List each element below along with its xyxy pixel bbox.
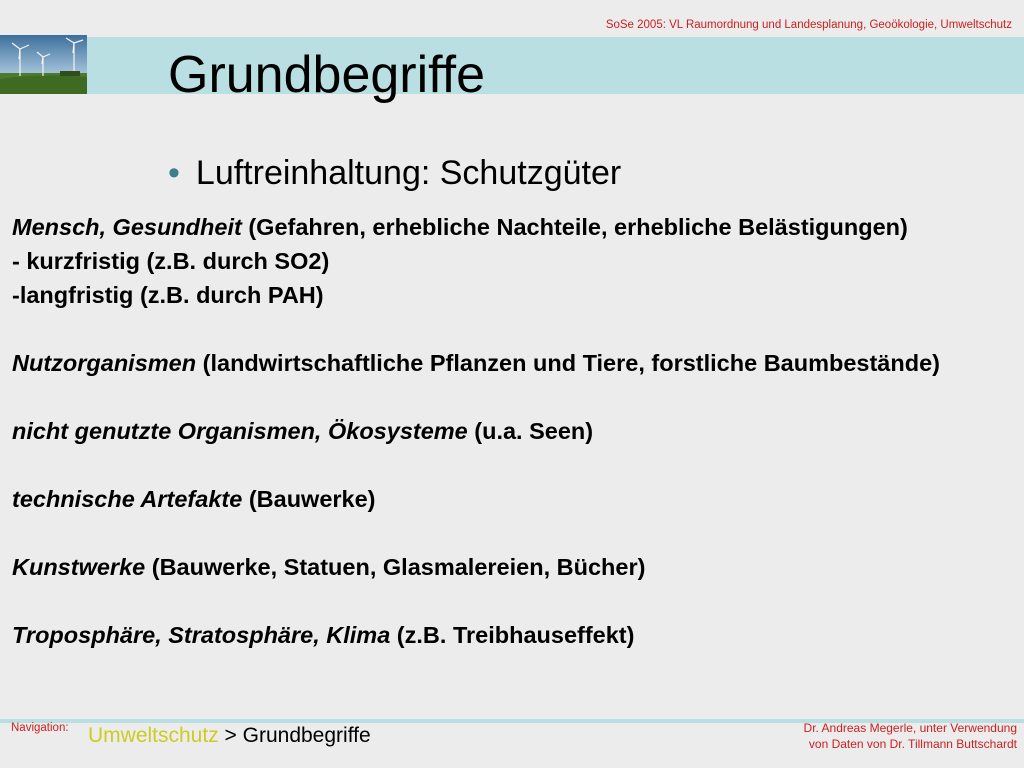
bullet-dot-icon: • [168, 154, 180, 192]
course-header: SoSe 2005: VL Raumordnung und Landesplanung, Geoökologie, Umweltschutz [605, 19, 1012, 31]
item-term: Mensch, Gesundheit [12, 214, 242, 240]
slide-content [12, 210, 1012, 652]
content-item-nutzorganismen [12, 346, 1012, 380]
breadcrumb-link-umweltschutz[interactable]: Umweltschutz [88, 724, 219, 747]
item-desc: (Bauwerke, Statuen, Glasmalereien, Bücher) [145, 554, 646, 580]
landscape-image-svg [0, 35, 87, 94]
item-term: technische Artefakte [12, 486, 243, 512]
item-term: Troposphäre, Stratosphäre, Klima [12, 622, 391, 648]
content-item-artefakte [12, 482, 1012, 516]
spacer [12, 516, 1012, 550]
wind-turbine-landscape-image [0, 35, 87, 94]
breadcrumb [88, 724, 371, 748]
item-desc: (landwirtschaftliche Pflanzen und Tiere, forstliche Baumbestände) [196, 350, 940, 376]
credit-line-2: von Daten von Dr. Tillmann Buttschardt [808, 737, 1017, 751]
item-desc: (Bauwerke) [242, 486, 376, 512]
breadcrumb-current: Grundbegriffe [242, 724, 371, 747]
content-sub-kurzfristig: - kurzfristig (z.B. durch SO2) [12, 248, 330, 274]
item-term: Nutzorganismen [12, 350, 197, 376]
item-desc: (u.a. Seen) [467, 418, 594, 444]
content-item-mensch [12, 210, 1012, 244]
navigation-label: Navigation: [11, 722, 69, 734]
main-bullet [168, 152, 621, 194]
spacer [12, 380, 1012, 414]
main-bullet-text: Luftreinhaltung: Schutzgüter [195, 154, 622, 192]
content-item-kunstwerke [12, 550, 1012, 584]
item-desc: (z.B. Treibhauseffekt) [390, 622, 635, 648]
credit-line-1: Dr. Andreas Megerle, unter Verwendung [803, 721, 1017, 735]
item-term: nicht genutzte Organismen, Ökosysteme [12, 418, 468, 444]
item-desc: (Gefahren, erhebliche Nachteile, erhebliche Belästigungen) [241, 214, 908, 240]
content-item-klima [12, 618, 1012, 652]
breadcrumb-separator: > [218, 724, 243, 747]
item-term: Kunstwerke [12, 554, 146, 580]
spacer [12, 584, 1012, 618]
slide-title: Grundbegriffe [168, 46, 486, 104]
credits [804, 720, 1017, 752]
header-band [0, 37, 1024, 94]
spacer [12, 448, 1012, 482]
content-item-oekosysteme [12, 414, 1012, 448]
spacer [12, 312, 1012, 346]
content-sub-langfristig: -langfristig (z.B. durch PAH) [12, 282, 324, 308]
